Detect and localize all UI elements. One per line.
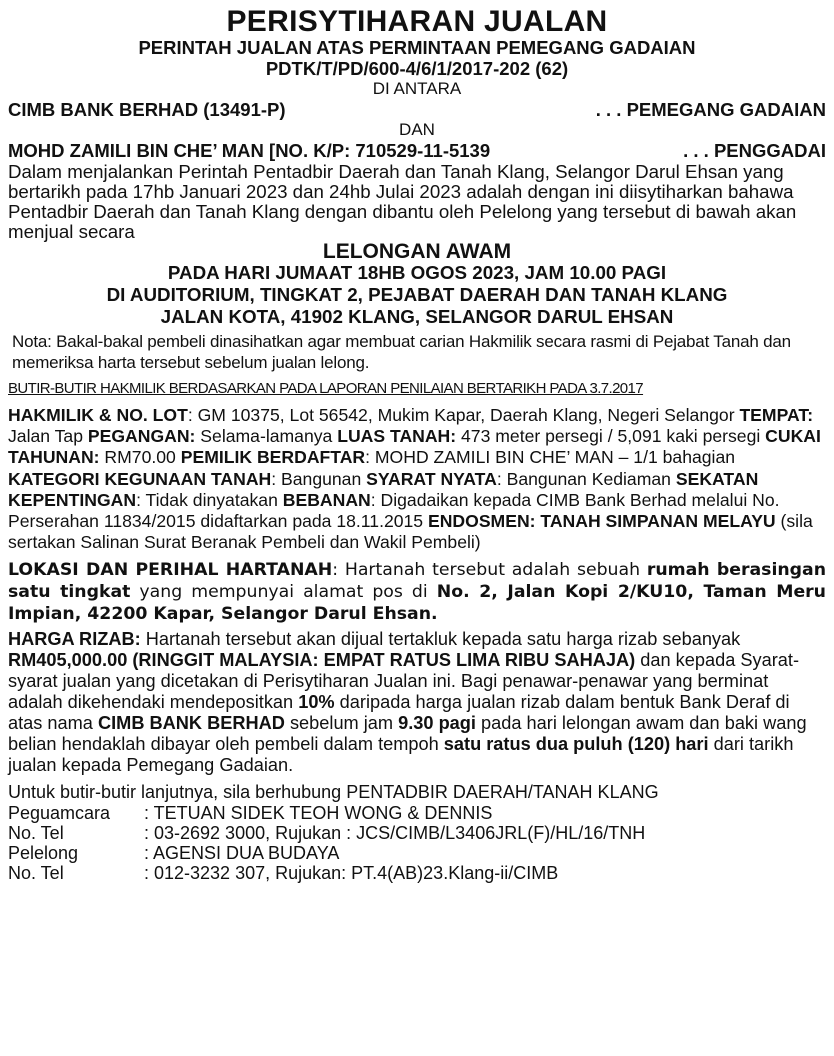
chargee-name: CIMB BANK BERHAD (13491-P): [8, 99, 286, 120]
title-details-paragraph: [8, 405, 826, 553]
reserve-amount: RM405,000.00 (RINGGIT MALAYSIA: EMPAT RATUS LIMA RIBU SAHAJA): [8, 650, 636, 671]
contact-row: [8, 803, 826, 823]
title-details-heading: BUTIR-BUTIR HAKMILIK BERDASARKAN PADA LAPORAN PENILAIAN BERTARIKH PADA 3.7.2017: [8, 380, 644, 397]
contact-label: Pelelong: [8, 843, 79, 864]
chargor-role: . . . PENGGADAI: [683, 140, 826, 161]
di-antara-label: DI ANTARA: [372, 79, 462, 98]
reserve-text-5: pada hari lelongan awam dan baki wang belian hendaklah dibayar oleh pembeli dalam tempoh: [8, 713, 807, 755]
label-kategori: KATEGORI KEGUNAAN TANAH: [8, 468, 272, 489]
location-text-2: yang mempunyai alamat pos di: [130, 582, 437, 603]
contact-row: [8, 863, 826, 883]
label-hakmilik: HAKMILIK & NO. LOT: [8, 405, 188, 425]
contact-value: : 012-3232 307, Rujukan: PT.4(AB)23.Klang-ii/CIMB: [144, 863, 559, 884]
value-sekatan: : Tidak dinyatakan: [136, 489, 283, 510]
property-address: No. 2, Jalan Kopi 2/KU10, Taman Meru Impian, 42200 Kapar, Selangor Darul Ehsan.: [8, 582, 826, 625]
note-paragraph: Nota: Bakal-bakal pembeli dinasihatkan agar membuat carian Hakmilik secara rasmi di Pejabat Tanah dan memeriksa harta tersebut sebelum jualan lelong.: [12, 332, 791, 372]
reference-number: PDTK/T/PD/600-4/6/1/2017-202 (62): [265, 58, 569, 79]
property-type: rumah berasingan satu tingkat: [8, 560, 826, 603]
reserve-price-paragraph: [8, 629, 826, 776]
deposit-percent: 10%: [298, 692, 335, 713]
contact-row: [8, 823, 826, 843]
auction-address: JALAN KOTA, 41902 KLANG, SELANGOR DARUL EHSAN: [160, 306, 674, 327]
label-endosmen: ENDOSMEN: TANAH SIMPANAN MELAYU: [427, 511, 776, 532]
chargor-name: MOHD ZAMILI BIN CHE’ MAN [NO. K/P: 710529-11-5139: [8, 140, 491, 161]
auction-date: PADA HARI JUMAAT 18HB OGOS 2023, JAM 10.00 PAGI: [167, 262, 667, 283]
value-luas: 473 meter persegi / 5,091 kaki persegi: [456, 426, 766, 447]
value-kategori: : Bangunan: [271, 468, 367, 489]
payment-period: satu ratus dua puluh (120) hari: [443, 734, 709, 755]
contacts-intro: Untuk butir-butir lanjutnya, sila berhubung PENTADBIR DAERAH/TANAH KLANG: [8, 782, 659, 803]
auction-title: LELONGAN AWAM: [322, 240, 512, 263]
label-lokasi: LOKASI DAN PERIHAL HARTANAH: [8, 560, 333, 581]
page-title: PERISYTIHARAN JUALAN: [226, 5, 608, 38]
label-cukai: CUKAI TAHUNAN:: [8, 426, 821, 468]
contact-value: : AGENSI DUA BUDAYA: [144, 843, 340, 864]
reserve-text-3: daripada harga jualan rizab dalam bentuk Bank Deraf di atas nama: [8, 692, 790, 734]
party-chargor: [8, 140, 826, 161]
intro-paragraph: Dalam menjalankan Perintah Pentadbir Daerah dan Tanah Klang, Selangor Darul Ehsan yang bertarikh pada 17hb Januari 2023 dan 24hb Julai 2023 adalah dengan ini diisytiharkan bahawa Pentadbir Daerah dan Tanah Klang dengan dibantu oleh Pelelong yang tersebut di bawah akan menjual secara: [8, 161, 797, 242]
reserve-text-6: dari tarikh jualan kepada Pemegang Gadaian.: [8, 734, 794, 776]
deposit-deadline: 9.30 pagi: [398, 713, 476, 734]
label-bebanan: BEBANAN: [282, 489, 371, 510]
label-sekatan: SEKATAN KEPENTINGAN: [8, 468, 759, 510]
value-tempat: Jalan Tap: [8, 426, 88, 447]
value-syarat: : Bangunan Kediaman: [496, 468, 676, 489]
value-bebanan: : Digadaikan kepada CIMB Bank Berhad melalui No. Perserahan 11834/2015 didaftarkan pada 18.11.2015: [8, 489, 780, 532]
label-harga-rizab: HARGA RIZAB:: [8, 629, 141, 650]
dan-label: DAN: [399, 120, 435, 139]
label-pegangan: PEGANGAN:: [87, 426, 196, 447]
contact-value: : TETUAN SIDEK TEOH WONG & DENNIS: [144, 802, 493, 823]
reserve-text-4: sebelum jam: [284, 713, 399, 734]
label-pemilik: PEMILIK BERDAFTAR: [180, 447, 366, 468]
value-pemilik: : MOHD ZAMILI BIN CHE’ MAN – 1/1 bahagian: [365, 447, 736, 468]
location-text-1: : Hartanah tersebut adalah sebuah: [332, 560, 647, 581]
payee-name: CIMB BANK BERHAD: [97, 713, 285, 734]
label-luas: LUAS TANAH:: [337, 426, 457, 447]
contact-label: No. Tel: [8, 822, 64, 843]
value-cukai: RM70.00: [99, 447, 181, 468]
contact-row: [8, 843, 826, 863]
reserve-text-2: dan kepada Syarat-syarat jualan yang dicetakan di Perisytiharan Jualan ini. Bagi penawar-penawar yang berminat adalah dikehendaki mendepositkan: [8, 650, 799, 713]
value-pegangan: Selama-lamanya: [195, 426, 338, 447]
reserve-text-1: Hartanah tersebut akan dijual tertakluk kepada satu harga rizab sebanyak: [140, 629, 741, 650]
contact-label: Peguamcara: [8, 802, 111, 823]
value-endosmen: (sila sertakan Salinan Surat Beranak Pembeli dan Wakil Pembeli): [8, 511, 813, 553]
contact-value: : 03-2692 3000, Rujukan : JCS/CIMB/L3406JRL(F)/HL/16/TNH: [144, 822, 646, 843]
value-hakmilik: : GM 10375, Lot 56542, Mukim Kapar, Daerah Klang, Negeri Selangor: [187, 405, 740, 425]
contact-label: No. Tel: [8, 863, 64, 884]
auction-venue: DI AUDITORIUM, TINGKAT 2, PEJABAT DAERAH DAN TANAH KLANG: [106, 284, 728, 305]
label-tempat: TEMPAT:: [739, 405, 814, 425]
label-syarat: SYARAT NYATA: [366, 468, 497, 489]
contacts-section: [8, 782, 826, 883]
order-subtitle: PERINTAH JUALAN ATAS PERMINTAAN PEMEGANG GADAIAN: [138, 37, 696, 58]
chargee-role: . . . PEMEGANG GADAIAN: [595, 99, 826, 120]
location-paragraph: [8, 559, 826, 625]
party-chargee: [8, 99, 826, 120]
